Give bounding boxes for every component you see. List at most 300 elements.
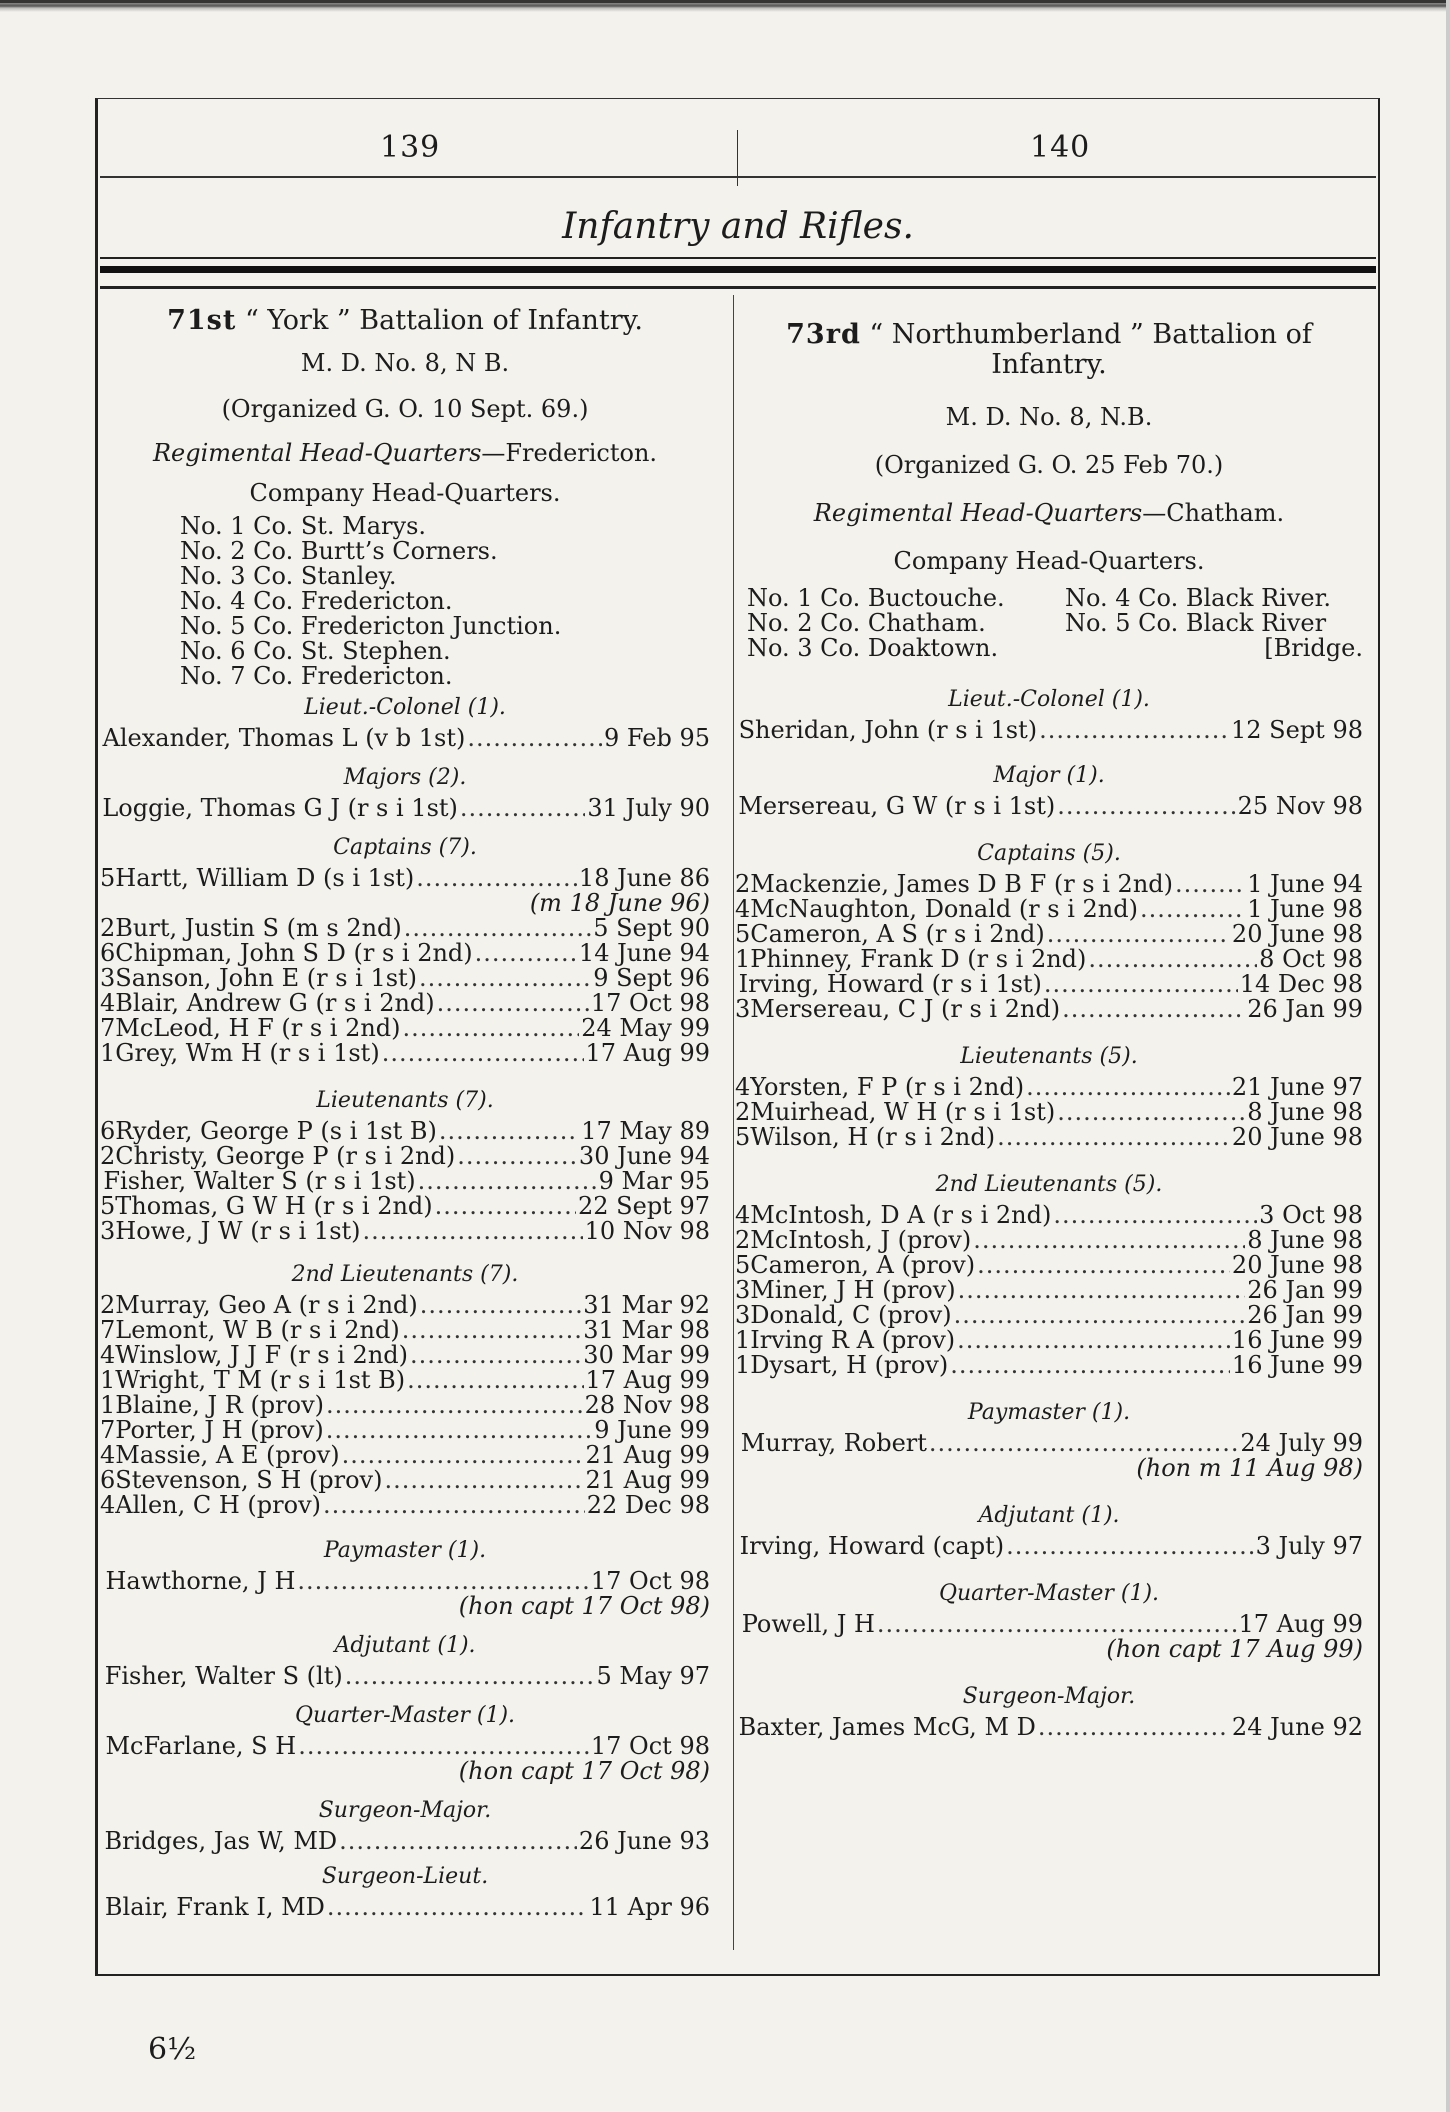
officer-entry — [100, 1393, 710, 1418]
company-number: 7 — [100, 1316, 116, 1344]
officer-name: Murray, Robert — [740, 1429, 927, 1457]
officer-entry — [735, 794, 1363, 819]
commission-date: 31 Mar 98 — [583, 1316, 710, 1344]
company-number: 7 — [100, 1416, 116, 1444]
commission-date: 3 Oct 98 — [1259, 1201, 1363, 1229]
company-list — [180, 514, 710, 689]
company-entry: No. 3 Co. Stanley. — [180, 562, 397, 590]
company-entry: No. 7 Co. Fredericton. — [180, 662, 453, 690]
officer-name: Stevenson, S H (prov) — [115, 1466, 383, 1494]
commission-date: 12 Sept 98 — [1231, 716, 1363, 744]
header-rule — [100, 176, 1376, 178]
company-number: 1 — [735, 1326, 751, 1354]
company-number: 6 — [100, 939, 116, 967]
leader-dots — [1140, 897, 1245, 922]
commission-date: 21 June 97 — [1231, 1073, 1363, 1101]
company-number: 4 — [100, 1491, 116, 1519]
company-entry: No. 1 Co. Buctouche. — [747, 584, 1005, 612]
military-district: M. D. No. 8, N B. — [300, 349, 510, 377]
commission-date: 31 Mar 92 — [583, 1291, 710, 1319]
commission-date: 26 Jan 99 — [1247, 1301, 1363, 1329]
company-number: 5 — [100, 864, 116, 892]
company-entry: No. 2 Co. Burtt’s Corners. — [180, 537, 498, 565]
officer-entry — [735, 997, 1363, 1022]
commission-date: 18 June 86 — [578, 864, 710, 892]
officer-entry — [100, 1443, 710, 1468]
leader-dots — [1038, 1715, 1230, 1740]
leader-dots — [1057, 1100, 1245, 1125]
officer-entry — [735, 922, 1363, 947]
officer-name: Phinney, Frank D (r s i 2nd) — [750, 945, 1087, 973]
officer-entry — [735, 897, 1363, 922]
regimental-hq — [100, 440, 710, 466]
regimental-hq-label: Regimental Head-Quarters — [813, 499, 1143, 527]
commission-date: 16 June 99 — [1231, 1351, 1363, 1379]
leader-dots — [460, 796, 585, 821]
officer-name: Mackenzie, James D B F (r s i 2nd) — [750, 870, 1174, 898]
company-number: 6 — [100, 1466, 116, 1494]
battalion-71st — [100, 300, 710, 1920]
company-number: 2 — [100, 914, 116, 942]
leader-dots — [418, 1169, 597, 1194]
commission-date: 5 May 97 — [596, 1662, 710, 1690]
officer-entry — [100, 1493, 710, 1518]
leader-dots — [419, 966, 591, 991]
rank-heading: 2nd Lieutenants (5). — [935, 1172, 1163, 1197]
officer-name: McIntosh, J (prov) — [750, 1226, 972, 1254]
leader-dots — [954, 1303, 1246, 1328]
rule-under — [100, 286, 1376, 289]
company-number: 6 — [100, 1117, 116, 1145]
battalion-title — [735, 320, 1363, 380]
officer-name: Irving R A (prov) — [750, 1326, 956, 1354]
officer-entry — [735, 1203, 1363, 1228]
officer-entry — [735, 947, 1363, 972]
officer-entry — [100, 1119, 710, 1144]
company-number: 1 — [735, 945, 751, 973]
commission-date: 26 Jan 99 — [1247, 1276, 1363, 1304]
commission-date: 17 Aug 99 — [585, 1366, 710, 1394]
leader-dots — [298, 1734, 589, 1759]
company-number: 1 — [100, 1039, 116, 1067]
organized-note: (Organized G. O. 25 Feb 70.) — [874, 451, 1224, 479]
rank-heading: Surgeon-Major. — [962, 1684, 1136, 1709]
company-number: 3 — [100, 1217, 116, 1245]
commission-date: 8 June 98 — [1247, 1226, 1363, 1254]
officer-entry — [735, 1125, 1363, 1150]
section-title: Infantry and Rifles. — [562, 206, 914, 247]
rank-heading: Adjutant (1). — [978, 1503, 1120, 1528]
leader-dots — [977, 1253, 1230, 1278]
company-number: 5 — [735, 1123, 751, 1151]
officer-name: Baxter, James McG, M D — [738, 1713, 1036, 1741]
leader-dots — [410, 1343, 581, 1368]
commission-date: 17 Oct 98 — [590, 1567, 710, 1595]
leader-dots — [1006, 1534, 1254, 1559]
officer-name: Miner, J H (prov) — [750, 1276, 956, 1304]
leader-dots — [382, 1041, 584, 1066]
officer-name: Hartt, William D (s i 1st) — [115, 864, 415, 892]
rank-heading: Captains (5). — [977, 841, 1121, 866]
leader-dots — [1062, 997, 1245, 1022]
officer-name: Cameron, A (prov) — [750, 1251, 976, 1279]
rank-heading: Major (1). — [993, 763, 1105, 788]
officer-entry — [735, 1228, 1363, 1253]
officer-sections — [735, 687, 1363, 1740]
leader-dots — [326, 1393, 583, 1418]
company-number: 4 — [100, 1341, 116, 1369]
leader-dots — [1053, 1203, 1257, 1228]
battalion-name: “ Northumberland ” Battalion of Infantry. — [869, 319, 1312, 380]
leader-dots — [326, 1418, 592, 1443]
commission-date: 9 June 99 — [594, 1416, 710, 1444]
officer-name: Howe, J W (r s i 1st) — [115, 1217, 361, 1245]
leader-dots — [327, 1895, 588, 1920]
officer-entry — [100, 1041, 710, 1066]
leader-dots — [416, 866, 577, 891]
rank-heading: Quarter-Master (1). — [294, 1703, 516, 1728]
rank-heading: Surgeon-Lieut. — [321, 1864, 489, 1889]
commission-date: 21 Aug 99 — [585, 1466, 710, 1494]
leader-dots — [1175, 872, 1245, 897]
commission-date: 3 July 97 — [1255, 1532, 1363, 1560]
commission-date: 26 June 93 — [578, 1827, 710, 1855]
commission-date: 22 Sept 97 — [578, 1192, 710, 1220]
company-number: 4 — [735, 895, 751, 923]
officer-entry — [100, 1293, 710, 1318]
company-number: 3 — [100, 964, 116, 992]
officer-entry — [100, 1194, 710, 1219]
officer-name: Thomas, G W H (r s i 2nd) — [115, 1192, 433, 1220]
commission-date: 8 June 98 — [1247, 1098, 1363, 1126]
officer-name: Winslow, J J F (r s i 2nd) — [115, 1341, 409, 1369]
company-entry: [Bridge. — [1264, 634, 1363, 662]
rank-heading: Paymaster (1). — [323, 1538, 487, 1563]
officer-entry — [735, 1303, 1363, 1328]
officer-name: Wilson, H (r s i 2nd) — [750, 1123, 996, 1151]
company-number: 1 — [735, 1351, 751, 1379]
honorary-note: (hon capt 17 Aug 99) — [1106, 1635, 1363, 1663]
company-entry: No. 4 Co. Black River. — [1065, 584, 1332, 612]
officer-entry — [735, 1612, 1363, 1637]
commission-date: 17 Aug 99 — [1238, 1610, 1363, 1638]
officer-name: Mersereau, G W (r s i 1st) — [738, 792, 1056, 820]
officer-name: Alexander, Thomas L (v b 1st) — [102, 724, 466, 752]
officer-name: Sanson, John E (r s i 1st) — [115, 964, 418, 992]
officer-name: Lemont, W B (r s i 2nd) — [115, 1316, 400, 1344]
battalion-73rd — [735, 300, 1363, 1740]
commission-date: 9 Mar 95 — [598, 1167, 710, 1195]
regimental-hq-label: Regimental Head-Quarters — [152, 439, 482, 467]
commission-date: 21 Aug 99 — [585, 1441, 710, 1469]
officer-entry — [100, 1318, 710, 1343]
officer-entry — [100, 916, 710, 941]
company-number: 2 — [100, 1291, 116, 1319]
leader-dots — [407, 1368, 583, 1393]
commission-date: 26 Jan 99 — [1247, 995, 1363, 1023]
rank-heading: Lieut.-Colonel (1). — [948, 687, 1150, 712]
leader-dots — [1026, 1075, 1230, 1100]
rank-heading: Majors (2). — [343, 765, 467, 790]
commission-date: 24 May 99 — [581, 1014, 710, 1042]
commission-date: 30 June 94 — [578, 1142, 710, 1170]
officer-name: Powell, J H — [741, 1610, 875, 1638]
commission-date: 14 June 94 — [578, 939, 710, 967]
company-number: 5 — [100, 1192, 116, 1220]
leader-dots — [997, 1125, 1230, 1150]
officer-name: McLeod, H F (r s i 2nd) — [115, 1014, 401, 1042]
scan-right-edge — [1446, 0, 1450, 2112]
officer-name: Muirhead, W H (r s i 1st) — [750, 1098, 1056, 1126]
officer-entry — [100, 1664, 710, 1689]
rank-heading: Captains (7). — [333, 835, 477, 860]
company-entry: No. 2 Co. Chatham. — [747, 609, 986, 637]
company-hq-heading: Company Head-Quarters. — [893, 547, 1205, 575]
leader-dots — [1039, 718, 1229, 743]
regimental-hq-value: —Fredericton. — [481, 439, 658, 467]
company-entry: No. 3 Co. Doaktown. — [747, 634, 999, 662]
officer-entry — [100, 866, 710, 891]
commission-date: 1 June 98 — [1247, 895, 1363, 923]
company-entry: No. 5 Co. Fredericton Junction. — [180, 612, 562, 640]
company-entry: No. 1 Co. St. Marys. — [180, 512, 427, 540]
commission-date: 24 July 99 — [1240, 1429, 1363, 1457]
officer-name: Murray, Geo A (r s i 2nd) — [115, 1291, 418, 1319]
commission-date: 1 June 94 — [1247, 870, 1363, 898]
commission-date: 16 June 99 — [1231, 1326, 1363, 1354]
company-number: 3 — [735, 1276, 751, 1304]
leader-dots — [402, 1318, 582, 1343]
officer-entry — [100, 966, 710, 991]
leader-dots — [384, 1468, 583, 1493]
officer-entry — [735, 1353, 1363, 1378]
commission-date: 17 Oct 98 — [590, 989, 710, 1017]
officer-entry — [100, 1895, 710, 1920]
officer-name: Blaine, J R (prov) — [115, 1391, 325, 1419]
officer-name: Fisher, Walter S (lt) — [104, 1662, 343, 1690]
leader-dots — [877, 1612, 1237, 1637]
officer-entry — [100, 1569, 710, 1594]
honorary-note: (hon m 11 Aug 98) — [1136, 1454, 1363, 1482]
company-number: 7 — [100, 1014, 116, 1042]
officer-name: Yorsten, F P (r s i 2nd) — [750, 1073, 1025, 1101]
officer-name: Dysart, H (prov) — [750, 1351, 949, 1379]
leader-dots — [420, 1293, 582, 1318]
company-number: 3 — [735, 995, 751, 1023]
officer-entry — [735, 1253, 1363, 1278]
officer-name: Cameron, A S (r s i 2nd) — [750, 920, 1045, 948]
officer-entry — [100, 796, 710, 821]
company-entry: No. 4 Co. Fredericton. — [180, 587, 453, 615]
company-number: 2 — [735, 870, 751, 898]
officer-entry — [100, 941, 710, 966]
officer-name: Loggie, Thomas G J (r s i 1st) — [102, 794, 458, 822]
honorary-note: (hon capt 17 Oct 98) — [458, 1757, 710, 1785]
company-number: 4 — [100, 989, 116, 1017]
officer-name: Mersereau, C J (r s i 2nd) — [750, 995, 1061, 1023]
officer-entry — [735, 1075, 1363, 1100]
officer-name: McNaughton, Donald (r s i 2nd) — [750, 895, 1138, 923]
page-number-left: 139 — [380, 130, 441, 165]
rank-heading: Adjutant (1). — [334, 1633, 476, 1658]
commission-date: 24 June 92 — [1231, 1713, 1363, 1741]
leader-dots — [1088, 947, 1257, 972]
officer-entry — [735, 718, 1363, 743]
commission-date: 28 Nov 98 — [584, 1391, 710, 1419]
commission-date: 9 Feb 95 — [604, 724, 710, 752]
military-district: M. D. No. 8, N.B. — [945, 403, 1153, 431]
company-entry: No. 6 Co. St. Stephen. — [180, 637, 451, 665]
officer-entry — [735, 872, 1363, 897]
leader-dots — [403, 1016, 580, 1041]
leader-dots — [323, 1493, 585, 1518]
officer-name: Donald, C (prov) — [750, 1301, 952, 1329]
officer-entry — [100, 1734, 710, 1759]
officer-entry — [735, 1715, 1363, 1740]
officer-name: Burt, Justin S (m s 2nd) — [115, 914, 402, 942]
officer-name: Massie, A E (prov) — [115, 1441, 340, 1469]
officer-name: McFarlane, S H — [105, 1732, 297, 1760]
company-number: 5 — [735, 1251, 751, 1279]
company-number: 4 — [100, 1441, 116, 1469]
commission-date: 17 Aug 99 — [585, 1039, 710, 1067]
leader-dots — [467, 726, 602, 751]
commission-date: 10 Nov 98 — [584, 1217, 710, 1245]
officer-entry — [735, 1100, 1363, 1125]
officer-name: Allen, C H (prov) — [115, 1491, 322, 1519]
officer-name: Grey, Wm H (r s i 1st) — [115, 1039, 380, 1067]
commission-date: 14 Dec 98 — [1239, 970, 1363, 998]
officer-name: Chipman, John S D (r s i 2nd) — [115, 939, 473, 967]
officer-entry — [100, 1468, 710, 1493]
regimental-hq-value: —Chatham. — [1142, 499, 1285, 527]
officer-entry — [100, 1418, 710, 1443]
officer-entry — [100, 1829, 710, 1854]
leader-dots — [363, 1219, 583, 1244]
commission-date: 20 June 98 — [1231, 1123, 1363, 1151]
officer-entry — [735, 972, 1363, 997]
leader-dots — [957, 1328, 1230, 1353]
company-list — [747, 586, 1363, 661]
company-number: 1 — [100, 1391, 116, 1419]
officer-entry — [100, 1169, 710, 1194]
company-number: 5 — [735, 920, 751, 948]
officer-entry — [100, 1343, 710, 1368]
battalion-number: 71st — [167, 305, 237, 336]
officer-name: Fisher, Walter S (r s i 1st) — [103, 1167, 416, 1195]
officer-name: Wright, T M (r s i 1st B) — [115, 1366, 406, 1394]
officer-name: Hawthorne, J H — [105, 1567, 296, 1595]
officer-name: Blair, Andrew G (r s i 2nd) — [115, 989, 435, 1017]
leader-dots — [1057, 794, 1235, 819]
company-number: 2 — [100, 1142, 116, 1170]
company-number: 1 — [100, 1366, 116, 1394]
officer-name: McIntosh, D A (r s i 2nd) — [750, 1201, 1052, 1229]
company-number: 2 — [735, 1098, 751, 1126]
honorary-note: (hon capt 17 Oct 98) — [458, 1592, 710, 1620]
company-hq-heading: Company Head-Quarters. — [249, 479, 561, 507]
rank-heading: Quarter-Master (1). — [938, 1581, 1160, 1606]
officer-entry — [100, 726, 710, 751]
rank-heading: Lieut.-Colonel (1). — [304, 695, 506, 720]
officer-entry — [735, 1278, 1363, 1303]
leader-dots — [435, 1194, 576, 1219]
rank-heading: Paymaster (1). — [967, 1400, 1131, 1425]
officer-name: Blair, Frank I, MD — [104, 1893, 325, 1921]
company-number: 2 — [735, 1226, 751, 1254]
leader-dots — [958, 1278, 1246, 1303]
leader-dots — [1044, 972, 1238, 997]
leader-dots — [404, 916, 592, 941]
commission-date: 5 Sept 90 — [593, 914, 710, 942]
leader-dots — [437, 991, 589, 1016]
commission-date: 9 Sept 96 — [593, 964, 710, 992]
commission-date: 31 July 90 — [587, 794, 710, 822]
battalion-name: “ York ” Battalion of Infantry. — [244, 305, 643, 336]
commission-date: 30 Mar 99 — [583, 1341, 710, 1369]
rank-heading: Lieutenants (5). — [960, 1044, 1138, 1069]
commission-date: 25 Nov 98 — [1237, 792, 1363, 820]
commission-date: 8 Oct 98 — [1259, 945, 1363, 973]
leader-dots — [339, 1829, 577, 1854]
officer-name: Bridges, Jas W, MD — [104, 1827, 338, 1855]
officer-entry — [735, 1328, 1363, 1353]
leader-dots — [345, 1664, 595, 1689]
battalion-number: 73rd — [786, 319, 861, 350]
officer-entry — [100, 991, 710, 1016]
commission-date: 20 June 98 — [1231, 1251, 1363, 1279]
officer-name: Ryder, George P (s i 1st B) — [115, 1117, 437, 1145]
officer-entry — [100, 1144, 710, 1169]
signature-mark: 6½ — [148, 2032, 197, 2067]
officer-sections — [100, 695, 710, 1920]
company-number: 4 — [735, 1073, 751, 1101]
leader-dots — [439, 1119, 579, 1144]
officer-entry — [735, 1431, 1363, 1456]
rule-thick — [100, 266, 1376, 273]
officer-entry — [100, 1219, 710, 1244]
leader-dots — [950, 1353, 1230, 1378]
honorary-note: (m 18 June 96) — [529, 889, 710, 917]
company-number: 4 — [735, 1201, 751, 1229]
commission-date: 22 Dec 98 — [586, 1491, 710, 1519]
regimental-hq — [735, 500, 1363, 526]
leader-dots — [457, 1144, 577, 1169]
officer-name: Irving, Howard (capt) — [739, 1532, 1005, 1560]
commission-date: 17 Oct 98 — [590, 1732, 710, 1760]
officer-name: Porter, J H (prov) — [115, 1416, 324, 1444]
battalion-title — [100, 306, 710, 336]
commission-date: 20 June 98 — [1231, 920, 1363, 948]
scan-top-edge — [0, 0, 1450, 12]
officer-name: Sheridan, John (r s i 1st) — [738, 716, 1038, 744]
page-number-right: 140 — [1030, 130, 1091, 165]
company-number: 3 — [735, 1301, 751, 1329]
leader-dots — [1047, 922, 1230, 947]
leader-dots — [973, 1228, 1245, 1253]
rank-heading: Lieutenants (7). — [316, 1088, 494, 1113]
officer-name: Irving, Howard (r s i 1st) — [738, 970, 1042, 998]
organized-note: (Organized G. O. 10 Sept. 69.) — [221, 395, 589, 423]
officer-entry — [100, 1016, 710, 1041]
officer-name: Christy, George P (r s i 2nd) — [115, 1142, 456, 1170]
leader-dots — [342, 1443, 584, 1468]
leader-dots — [297, 1569, 589, 1594]
column-divider — [733, 295, 734, 1950]
rank-heading: Surgeon-Major. — [318, 1798, 492, 1823]
officer-entry — [100, 1368, 710, 1393]
rank-heading: 2nd Lieutenants (7). — [291, 1262, 519, 1287]
